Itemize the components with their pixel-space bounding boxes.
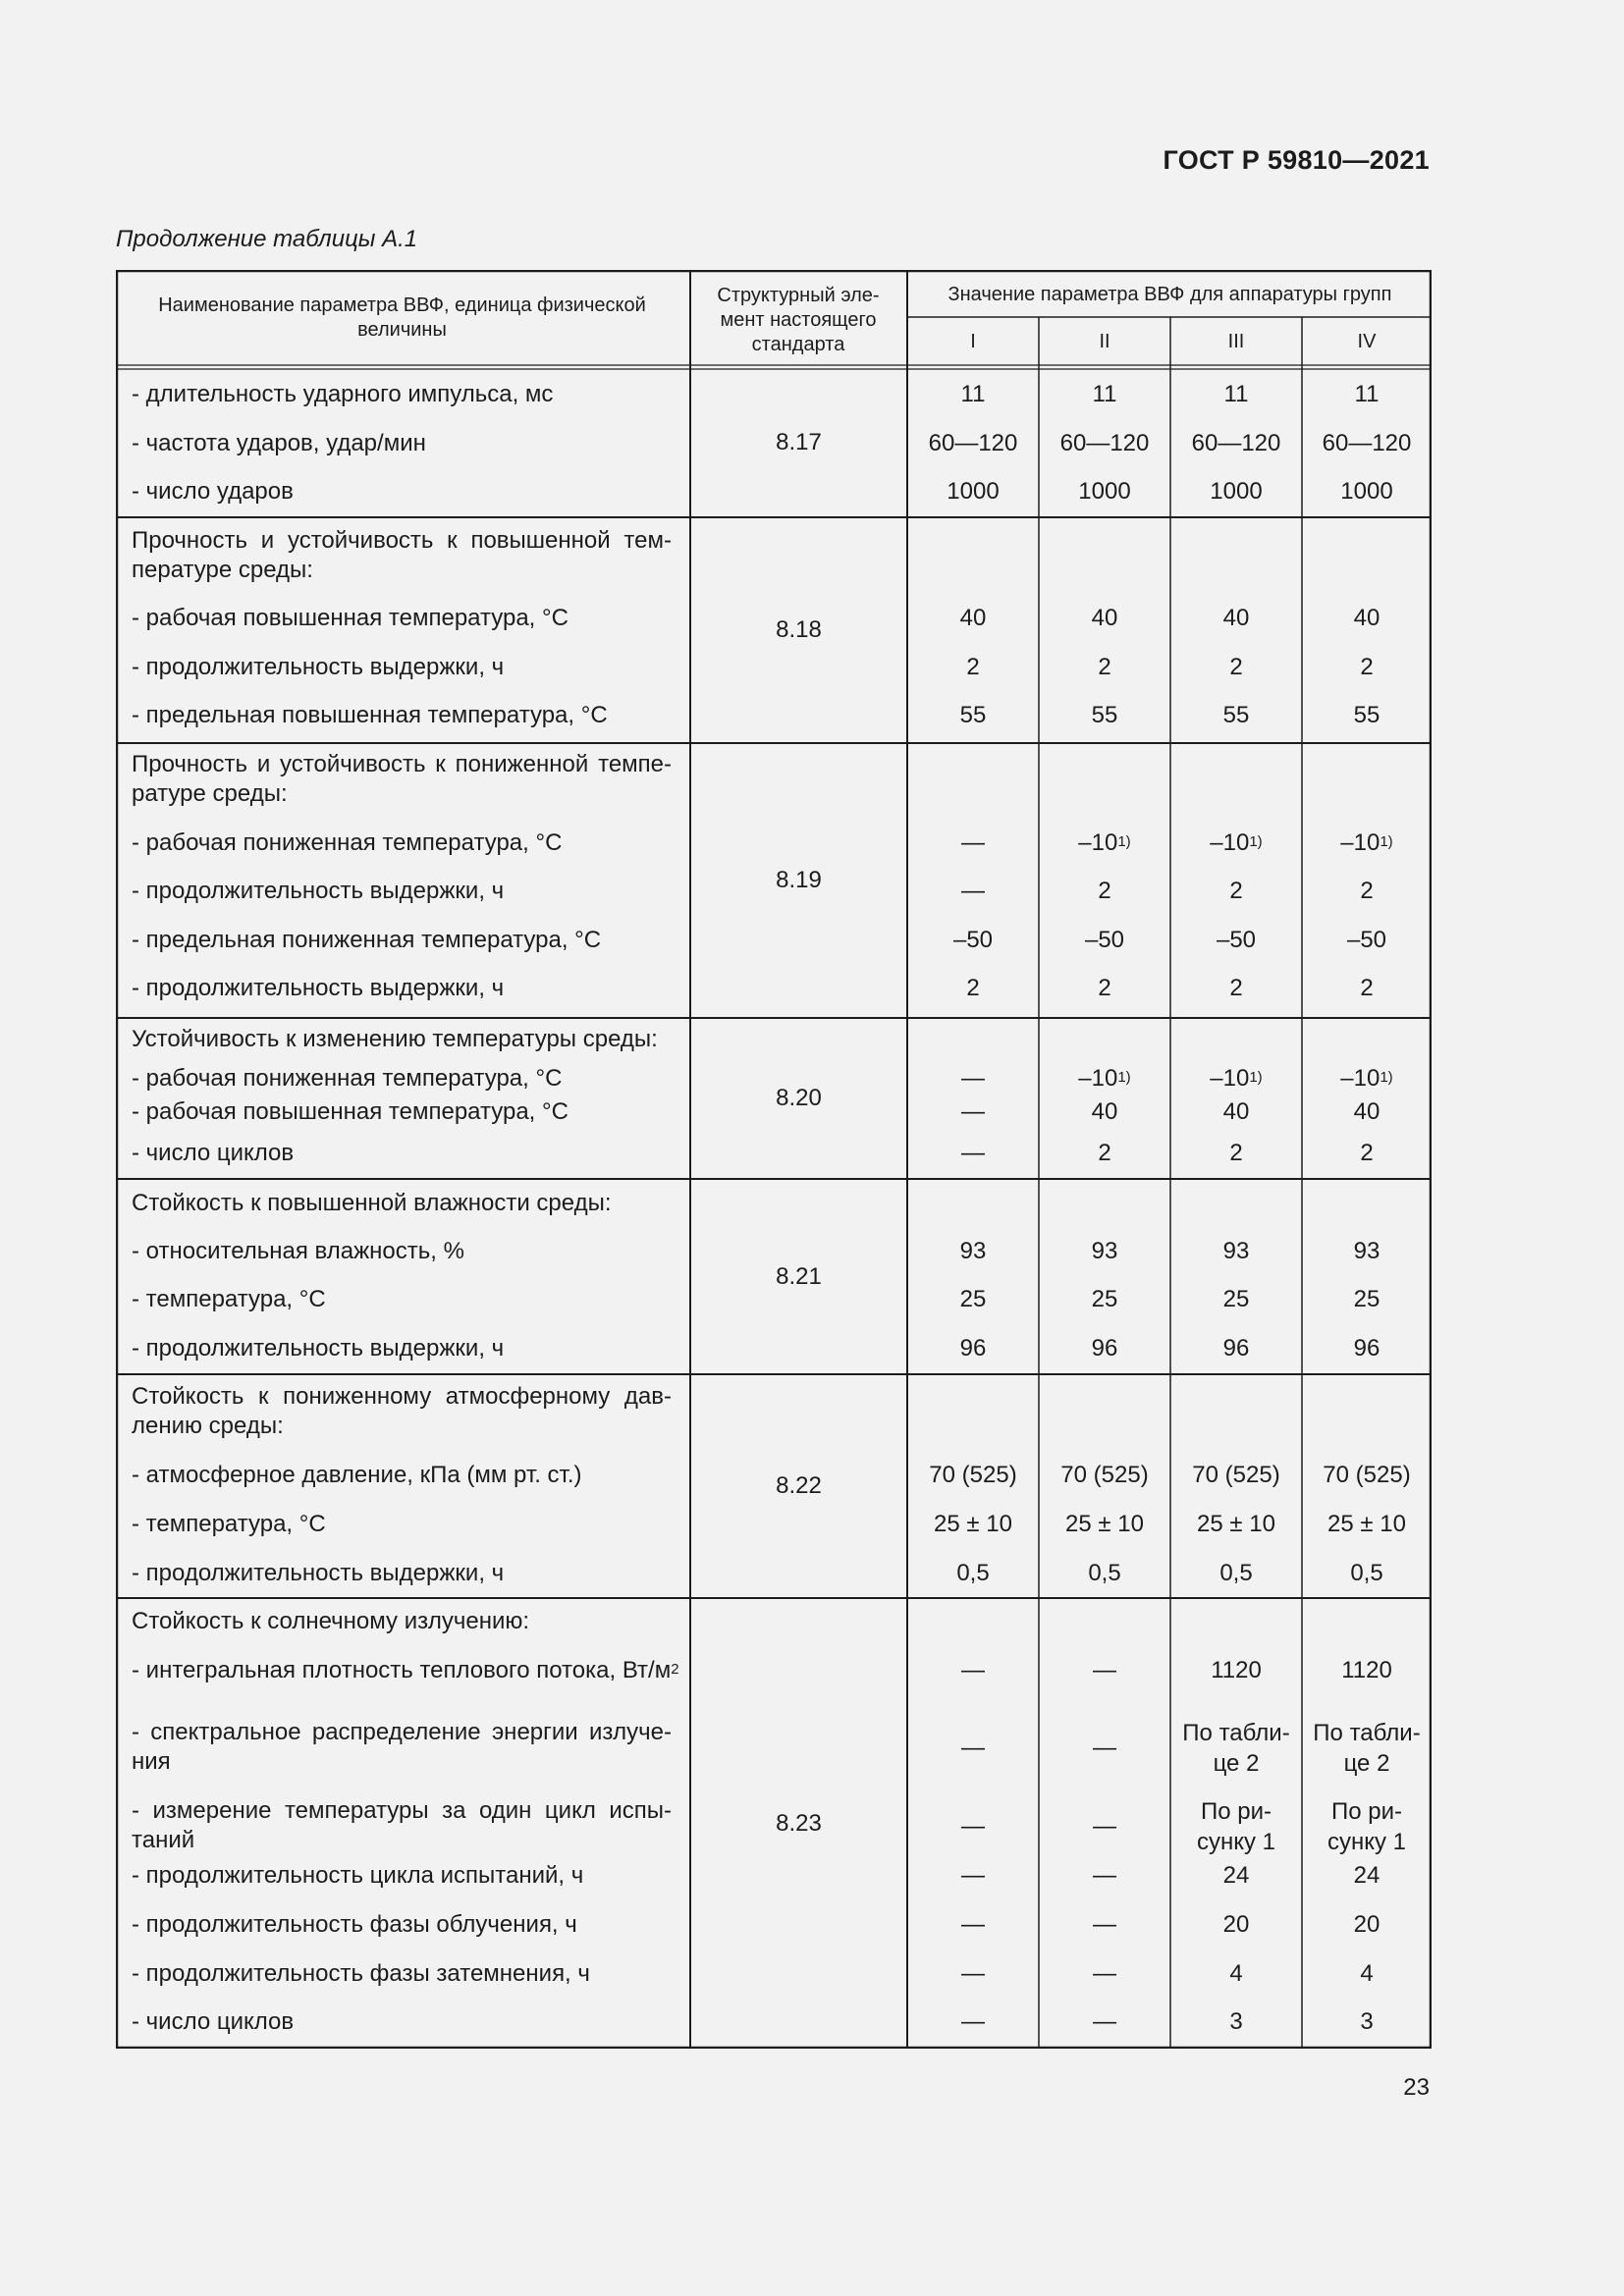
value-cell-group-2 [1039,877,1170,906]
value-text: 40 [1091,1098,1118,1125]
value-cell-group-3 [1170,1237,1302,1266]
value-cell-group-4 [1302,2007,1432,2037]
value-cell-group-4 [1302,380,1432,409]
section-title: Стойкость к солнечному излучению: [132,1608,530,1634]
value-text: — [961,1862,985,1889]
param-label [132,1910,577,1940]
param-label-text: - продолжительность выдержки, ч [132,1560,505,1586]
value-text: 70 (525) [1323,1462,1411,1488]
param-label-text: - продолжительность фазы затемнения, ч [132,1960,590,1987]
value-cell-group-1 [907,1139,1039,1168]
value-cell-group-3 [1170,477,1302,507]
value-text: –50 [952,927,994,953]
value-cell-group-1 [907,828,1039,858]
value-text: 3 [1229,2008,1243,2035]
value-text: 25 [959,1286,987,1312]
value-cell-group-3 [1170,1796,1302,1857]
value-text: 2 [1098,1140,1111,1166]
value-cell-group-2 [1039,1656,1170,1685]
value-cell-group-2 [1039,1285,1170,1314]
element-number: 8.22 [776,1472,822,1499]
value-cell-group-3 [1170,380,1302,409]
value-text: 2 [1360,1140,1374,1166]
value-text: 25 ± 10 [1065,1511,1144,1537]
param-label [132,653,504,682]
value-cell-group-2 [1039,1139,1170,1168]
value-text: 55 [1222,702,1250,728]
value-cell-group-1 [907,1959,1039,1989]
param-label-text: - температура, °С [132,1286,326,1312]
value-cell-group-1 [907,1461,1039,1490]
value-cell-group-2 [1039,477,1170,507]
value-cell-group-2 [1039,828,1170,858]
value-text: — [1093,1657,1116,1683]
param-label [132,877,504,906]
param-label [132,380,553,409]
value-text: 0,5 [1350,1560,1383,1586]
value-cell-group-2 [1039,380,1170,409]
param-label [132,429,426,458]
param-label-text: - интегральная плотность теплового потока, Вт/м [132,1657,672,1683]
header-group-2: II [1099,331,1110,352]
param-label-text: - предельная пониженная температура, °С [132,927,602,953]
value-cell-group-1 [907,1510,1039,1539]
header-param: Наименование параметра ВВФ, единица физической величины [158,294,646,341]
value-cell-group-4 [1302,1959,1432,1989]
value-cell-group-4 [1302,1656,1432,1685]
value-text: 40 [1353,605,1380,631]
footnote-marker: 1) [1117,833,1131,850]
value-text: 55 [1091,702,1118,728]
value-text: — [1093,1911,1116,1938]
value-text: — [961,1140,985,1166]
value-cell-group-4 [1302,1861,1432,1891]
value-text: 11 [1354,381,1380,407]
element-number: 8.17 [776,429,822,455]
value-cell-group-3 [1170,1656,1302,1685]
value-text: 2 [1229,975,1243,1001]
value-text: 2 [1098,878,1111,904]
param-label [132,1139,294,1168]
value-text: 70 (525) [929,1462,1017,1488]
value-text: –10 [1210,1065,1250,1092]
value-cell-group-4 [1302,1237,1432,1266]
param-label-text: - длительность ударного импульса, мс [132,381,554,407]
value-cell-group-4 [1302,1139,1432,1168]
section-title: Устойчивость к изменению температуры среды: [132,1026,658,1052]
value-cell-group-4 [1302,1461,1432,1490]
header-group-4: IV [1357,331,1377,352]
param-label-text: - температура, °С [132,1511,326,1537]
value-text: — [961,878,985,904]
value-text: 2 [966,654,980,680]
value-cell-group-2 [1039,1734,1170,1763]
value-cell-group-4 [1302,1510,1432,1539]
page-number: 23 [1403,2074,1430,2101]
param-label [132,1656,679,1685]
value-text: –50 [1084,927,1125,953]
param-label [132,1064,562,1094]
param-label-text: - рабочая повышенная температура, °С [132,1098,568,1125]
value-cell-group-3 [1170,1861,1302,1891]
value-cell-group-4 [1302,477,1432,507]
element-number: 8.18 [776,616,822,643]
value-cell-group-2 [1039,974,1170,1003]
section-title: Стойкость к повышенной влажности среды: [132,1190,612,1216]
param-label-text: - частота ударов, удар/мин [132,430,426,456]
value-text: –10 [1340,1065,1380,1092]
param-label [132,926,601,955]
document-code: ГОСТ Р 59810—2021 [1163,145,1430,175]
value-text: По ри-сунку 1 [1326,1798,1407,1855]
value-text: 93 [1353,1238,1380,1264]
value-cell-group-3 [1170,1718,1302,1779]
value-text: 93 [1091,1238,1118,1264]
value-text: 4 [1360,1960,1374,1987]
value-cell-group-3 [1170,1334,1302,1363]
section-title: Прочность и устойчивость к повышенной тем-пературе среды: [132,527,672,583]
value-text: 25 ± 10 [934,1511,1012,1537]
param-label [132,1237,464,1266]
value-text: 1000 [947,478,1000,505]
table-caption: Продолжение таблицы А.1 [116,226,418,252]
value-text: 11 [960,381,986,407]
value-text: — [1093,1862,1116,1889]
value-text: 2 [1229,1140,1243,1166]
value-text: –10 [1078,1065,1118,1092]
value-text: 55 [959,702,987,728]
param-label [132,1959,590,1989]
value-cell-group-1 [907,1285,1039,1314]
footnote-marker: 1) [1380,833,1393,850]
param-label [132,477,294,507]
value-text: 0,5 [956,1560,990,1586]
header-element: Структурный эле-мент настоящего стандарта [717,285,880,355]
value-text: 2 [1098,975,1111,1001]
value-cell-group-2 [1039,926,1170,955]
parameter-table [116,270,1432,2049]
value-text: 40 [959,605,987,631]
value-cell-group-1 [907,1656,1039,1685]
value-cell-group-4 [1302,974,1432,1003]
value-cell-group-3 [1170,1910,1302,1940]
header-group-3: III [1227,331,1245,352]
value-cell-group-2 [1039,1559,1170,1588]
value-cell-group-3 [1170,1959,1302,1989]
value-cell-group-1 [907,974,1039,1003]
value-text: 0,5 [1088,1560,1121,1586]
param-label-text: - продолжительность выдержки, ч [132,878,505,904]
value-cell-group-2 [1039,1959,1170,1989]
value-cell-group-4 [1302,701,1432,730]
value-cell-group-2 [1039,1861,1170,1891]
value-cell-group-2 [1039,429,1170,458]
value-text: 96 [1222,1335,1250,1362]
value-text: –10 [1340,829,1380,856]
value-text: 40 [1091,605,1118,631]
value-text: 11 [1092,381,1117,407]
value-text: — [961,1657,985,1683]
value-text: 20 [1222,1911,1250,1938]
param-label-text: - продолжительность выдержки, ч [132,654,505,680]
param-label [132,2007,294,2037]
value-cell-group-2 [1039,1237,1170,1266]
value-cell-group-3 [1170,926,1302,955]
param-label [132,1796,672,1855]
value-cell-group-1 [907,926,1039,955]
value-cell-group-4 [1302,604,1432,633]
value-text: — [1093,1735,1116,1761]
section-title: Прочность и устойчивость к пониженной темпе-ратуре среды: [132,751,672,807]
value-text: 60—120 [1059,430,1150,456]
value-cell-group-4 [1302,1718,1432,1779]
value-text: 1120 [1211,1657,1262,1683]
param-label [132,1861,583,1891]
value-cell-group-2 [1039,1334,1170,1363]
value-cell-group-4 [1302,828,1432,858]
value-text: –10 [1078,829,1118,856]
param-label [132,1097,568,1127]
value-cell-group-1 [907,477,1039,507]
value-cell-group-1 [907,1334,1039,1363]
value-cell-group-3 [1170,2007,1302,2037]
value-text: 60—120 [1322,430,1412,456]
value-text: По ри-сунку 1 [1196,1798,1276,1855]
value-cell-group-2 [1039,1461,1170,1490]
param-label-text: - продолжительность фазы облучения, ч [132,1911,577,1938]
value-cell-group-4 [1302,1334,1432,1363]
element-number: 8.23 [776,1809,822,1837]
value-cell-group-1 [907,429,1039,458]
value-cell-group-1 [907,1237,1039,1266]
value-cell-group-4 [1302,926,1432,955]
value-text: — [961,1960,985,1987]
value-cell-group-1 [907,1097,1039,1127]
value-text: 25 ± 10 [1327,1511,1406,1537]
param-label-text: - продолжительность цикла испытаний, ч [132,1862,584,1889]
value-cell-group-2 [1039,1510,1170,1539]
value-text: 0,5 [1219,1560,1253,1586]
value-text: 2 [1360,975,1374,1001]
param-label-text: - число ударов [132,478,294,505]
value-text: 3 [1360,2008,1374,2035]
value-text: — [961,1735,985,1761]
value-text: 2 [1229,878,1243,904]
value-cell-group-1 [907,1734,1039,1763]
value-text: 40 [1222,605,1250,631]
param-label [132,1334,504,1363]
value-text: 1120 [1341,1657,1392,1683]
value-cell-group-3 [1170,1285,1302,1314]
value-text: По табли-це 2 [1313,1720,1421,1777]
param-label-text: - рабочая пониженная температура, °С [132,1065,563,1092]
value-cell-group-1 [907,653,1039,682]
value-text: 2 [1360,878,1374,904]
value-cell-group-1 [907,604,1039,633]
value-cell-group-3 [1170,429,1302,458]
param-label-text: - число циклов [132,1140,295,1166]
param-label-superscript: 2 [671,1661,679,1678]
value-cell-group-2 [1039,1097,1170,1127]
value-text: –50 [1216,927,1257,953]
param-label-text: - число циклов [132,2008,295,2035]
value-cell-group-3 [1170,974,1302,1003]
param-label-text: - предельная повышенная температура, °С [132,702,608,728]
value-cell-group-4 [1302,653,1432,682]
value-text: 70 (525) [1060,1462,1149,1488]
value-cell-group-1 [907,701,1039,730]
value-text: 70 (525) [1192,1462,1280,1488]
value-text: –50 [1346,927,1387,953]
value-text: 96 [1091,1335,1118,1362]
value-text: 2 [1229,654,1243,680]
value-text: — [961,1065,985,1092]
param-label-text: - рабочая пониженная температура, °С [132,829,563,856]
value-cell-group-3 [1170,1559,1302,1588]
param-label [132,1510,326,1539]
value-cell-group-2 [1039,1812,1170,1842]
value-text: 60—120 [1191,430,1281,456]
value-cell-group-2 [1039,653,1170,682]
value-text: — [961,1813,985,1840]
value-cell-group-4 [1302,1064,1432,1094]
value-cell-group-2 [1039,2007,1170,2037]
value-cell-group-4 [1302,1097,1432,1127]
value-text: 2 [966,975,980,1001]
value-text: 96 [959,1335,987,1362]
param-label-text: - измерение температуры за один цикл испы-таний [132,1797,672,1853]
param-label [132,1718,672,1777]
value-text: — [961,829,985,856]
value-text: 40 [1353,1098,1380,1125]
value-text: 24 [1353,1862,1380,1889]
value-text: 25 ± 10 [1197,1511,1275,1537]
value-cell-group-4 [1302,1910,1432,1940]
value-cell-group-1 [907,1910,1039,1940]
value-text: 96 [1353,1335,1380,1362]
param-label-text: - спектральное распределение энергии излуче-ния [132,1719,672,1775]
value-text: — [1093,2008,1116,2035]
value-text: 60—120 [928,430,1018,456]
footnote-marker: 1) [1249,833,1263,850]
value-text: 20 [1353,1911,1380,1938]
value-text: 1000 [1340,478,1393,505]
element-number: 8.19 [776,867,822,893]
value-text: — [961,1098,985,1125]
param-label [132,701,608,730]
value-cell-group-1 [907,1861,1039,1891]
footnote-marker: 1) [1117,1069,1131,1086]
param-label [132,974,504,1003]
value-text: 55 [1353,702,1380,728]
footnote-marker: 1) [1380,1069,1393,1086]
value-text: 24 [1222,1862,1250,1889]
value-text: 25 [1222,1286,1250,1312]
param-label [132,1461,582,1490]
param-label [132,828,562,858]
value-cell-group-4 [1302,429,1432,458]
param-label [132,1285,326,1314]
value-text: 4 [1229,1960,1243,1987]
value-text: 2 [1360,654,1374,680]
value-cell-group-4 [1302,1559,1432,1588]
footnote-marker: 1) [1249,1069,1263,1086]
value-cell-group-2 [1039,604,1170,633]
value-cell-group-3 [1170,828,1302,858]
value-cell-group-1 [907,1559,1039,1588]
section-title: Стойкость к пониженному атмосферному дав-лению среды: [132,1383,672,1439]
value-text: 93 [1222,1238,1250,1264]
param-label-text: - рабочая повышенная температура, °С [132,605,568,631]
value-text: –10 [1210,829,1250,856]
value-cell-group-3 [1170,1139,1302,1168]
value-cell-group-1 [907,2007,1039,2037]
value-text: 1000 [1210,478,1263,505]
value-text: 40 [1222,1098,1250,1125]
element-number: 8.20 [776,1085,822,1111]
param-label-text: - продолжительность выдержки, ч [132,1335,505,1362]
value-cell-group-3 [1170,653,1302,682]
value-cell-group-2 [1039,701,1170,730]
value-cell-group-3 [1170,701,1302,730]
value-cell-group-3 [1170,1510,1302,1539]
value-text: 25 [1091,1286,1118,1312]
value-cell-group-3 [1170,1064,1302,1094]
value-cell-group-3 [1170,1461,1302,1490]
value-cell-group-3 [1170,1097,1302,1127]
value-cell-group-1 [907,877,1039,906]
value-cell-group-4 [1302,877,1432,906]
header-group-1: I [970,331,976,352]
value-cell-group-4 [1302,1796,1432,1857]
value-text: 25 [1353,1286,1380,1312]
element-number: 8.21 [776,1262,822,1290]
value-cell-group-1 [907,1812,1039,1842]
value-cell-group-1 [907,380,1039,409]
value-text: 11 [1223,381,1249,407]
value-cell-group-2 [1039,1910,1170,1940]
value-cell-group-1 [907,1064,1039,1094]
value-text: — [1093,1813,1116,1840]
value-text: 93 [959,1238,987,1264]
param-label [132,1559,504,1588]
value-text: — [961,1911,985,1938]
value-cell-group-3 [1170,877,1302,906]
param-label [132,604,568,633]
header-values-group: Значение параметра ВВФ для аппаратуры групп [947,284,1392,305]
value-text: 1000 [1078,478,1131,505]
value-cell-group-4 [1302,1285,1432,1314]
param-label-text: - продолжительность выдержки, ч [132,975,505,1001]
param-label-text: - атмосферное давление, кПа (мм рт. ст.) [132,1462,582,1488]
value-text: По табли-це 2 [1182,1720,1290,1777]
value-text: — [961,2008,985,2035]
value-cell-group-2 [1039,1064,1170,1094]
value-cell-group-3 [1170,604,1302,633]
param-label-text: - относительная влажность, % [132,1238,464,1264]
value-text: — [1093,1960,1116,1987]
value-text: 2 [1098,654,1111,680]
